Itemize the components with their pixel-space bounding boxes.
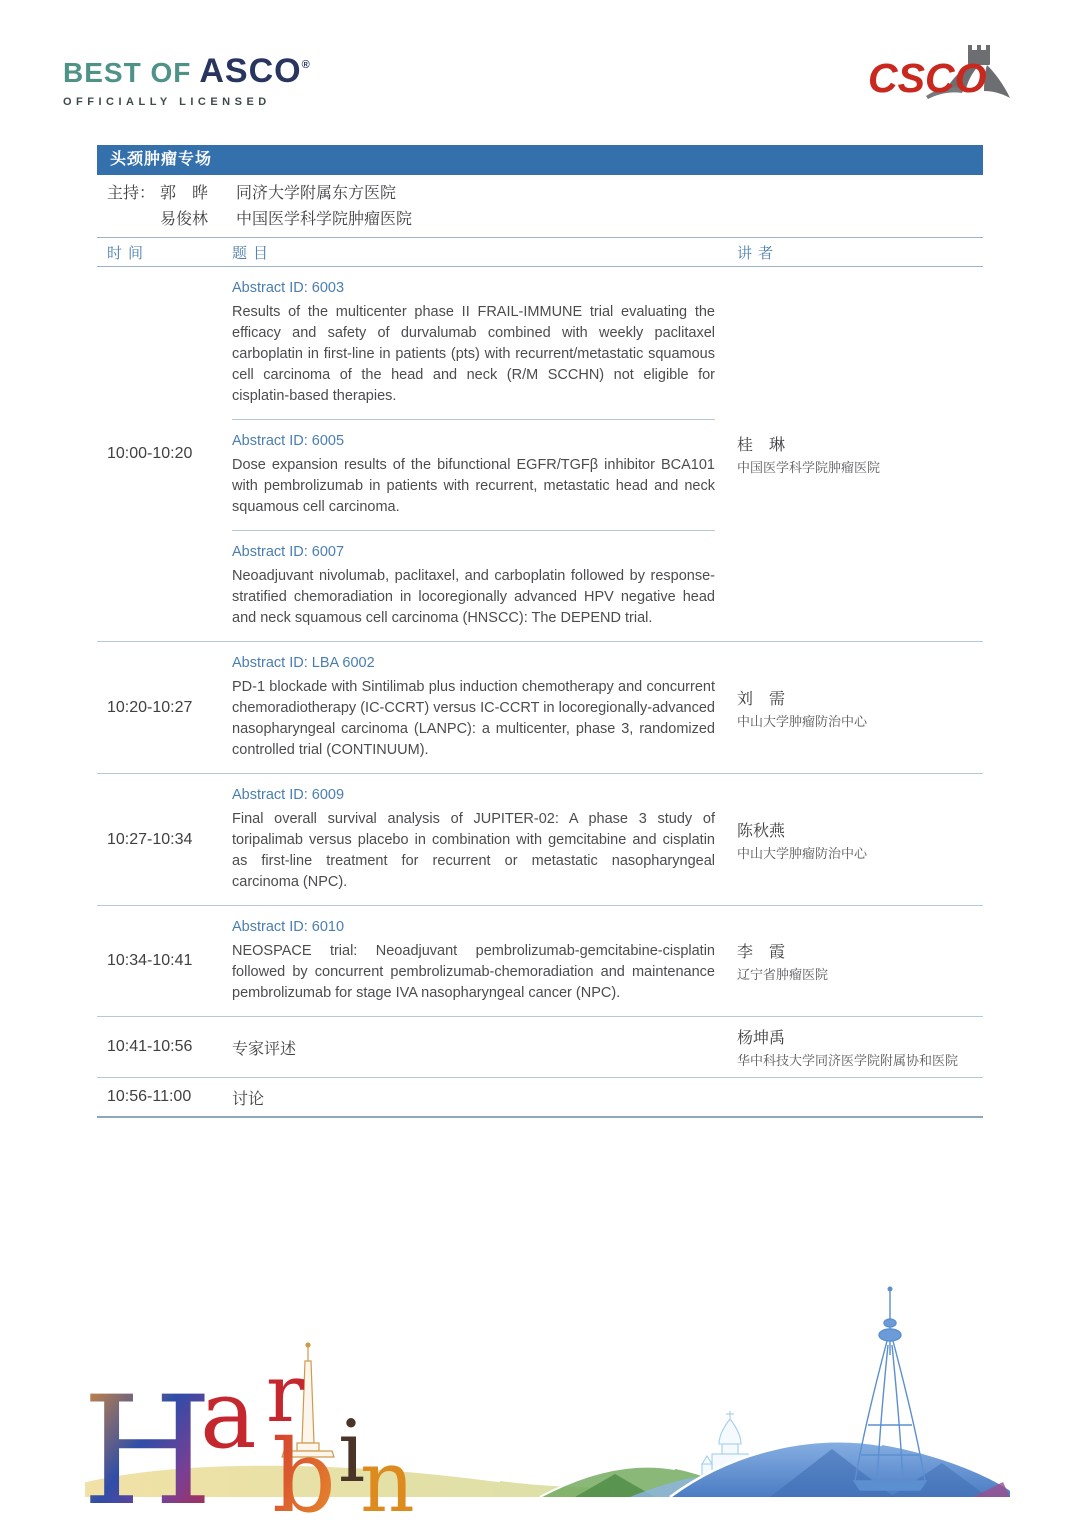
table-row — [97, 774, 983, 906]
title-cell — [232, 906, 737, 1016]
letter-b: b — [272, 1418, 337, 1520]
speaker-cell — [737, 1089, 983, 1105]
abstract-item — [232, 530, 715, 641]
table-row — [97, 267, 983, 642]
speaker-affiliation: 中山大学肿瘤防治中心 — [737, 713, 868, 729]
asco-text: ASCO — [199, 52, 302, 90]
abstract-id: Abstract ID: 6010 — [232, 919, 345, 935]
letter-i: i — [338, 1403, 366, 1502]
abstract-id: Abstract ID: 6005 — [232, 433, 345, 449]
speaker-affiliation: 华中科技大学同济医学院附属协和医院 — [737, 1053, 959, 1068]
abstract-title: Neoadjuvant nivolumab, paclitaxel, and carboplatin followed by response-stratified chemoradiation in locoregionally advanced HPV negative head and neck squamous cell carcinoma (HNSCC): The DEPEND trial. — [232, 568, 715, 626]
table-row — [97, 1017, 983, 1078]
speaker-cell — [737, 931, 983, 991]
abstract-item — [232, 774, 715, 905]
chair-affiliation: 中国医学科学院肿瘤医院 — [236, 211, 413, 228]
csco-logo — [868, 42, 1028, 106]
csco-text: CSCO — [868, 55, 987, 101]
abstract-title: Final overall survival analysis of JUPITER-02: A phase 3 study of toripalimab versus placebo in combination with gemcitabine and cisplatin as first-line treatment for recurrent or metastatic nasopharyngeal carcinoma (NPC). — [232, 811, 715, 890]
column-header-time: 时间 — [107, 244, 150, 262]
speaker-cell — [737, 678, 983, 738]
best-of-asco-wordmark — [63, 52, 310, 91]
abstract-title: Dose expansion results of the bifunctional EGFR/TGFβ inhibitor BCA101 with pembrolizumab in patients with recurrent, metastatic head and neck squamous cell carcinoma. — [232, 457, 715, 515]
column-header-title: 题目 — [232, 244, 275, 262]
speaker-name: 刘 需 — [737, 690, 786, 708]
letter-a: a — [200, 1360, 257, 1470]
abstract-title: PD-1 blockade with Sintilimab plus induction chemotherapy and concurrent chemoradiotherapy (IC-CCRT) versus IC-CCRT in locoregionally-advanced nasopharyngeal carcinoma (LANPC): a multicenter, phase 3, randomized controlled trial (CONTINUUM). — [232, 679, 715, 758]
title-cell: 讨论 — [232, 1090, 265, 1108]
table-row — [97, 1078, 983, 1118]
speaker-cell — [737, 424, 983, 484]
table-row — [97, 642, 983, 774]
time-cell: 10:00-10:20 — [107, 445, 193, 462]
abstract-title: NEOSPACE trial: Neoadjuvant pembrolizumab-gemcitabine-cisplatin followed by concurrent pembrolizumab-chemoradiation and maintenance pembrolizumab for stage IVA nasopharyngeal cancer (NPC). — [232, 943, 715, 1001]
table-row — [97, 906, 983, 1017]
letter-h: H — [82, 1365, 213, 1520]
speaker-affiliation: 中国医学科学院肿瘤医院 — [737, 460, 881, 475]
chair-row — [107, 181, 983, 207]
abstract-item — [232, 419, 715, 530]
abstract-title: Results of the multicenter phase II FRAIL-IMMUNE trial evaluating the efficacy and safety of durvalumab combined with weekly paclitaxel carboplatin in first-line in patients (pts) with recurrent/metastatic squamous cell carcinoma of the head and neck (R/M SCCHN) not eligible for cisplatin-based therapies. — [232, 304, 715, 404]
speaker-affiliation: 中山大学肿瘤防治中心 — [737, 845, 868, 861]
speaker-name: 李 霞 — [737, 944, 786, 961]
session-title-bar: 头颈肿瘤专场 — [97, 145, 983, 175]
time-cell: 10:20-10:27 — [107, 698, 193, 716]
chair-row — [107, 207, 983, 233]
registered-mark: ® — [301, 59, 311, 71]
abstract-id: Abstract ID: 6009 — [232, 787, 345, 803]
title-cell — [232, 774, 737, 905]
letter-r: r — [266, 1347, 305, 1440]
session-program — [97, 145, 983, 1118]
speaker-cell — [737, 1017, 983, 1077]
table-column-headers — [97, 237, 983, 267]
chair-label: 主持： — [107, 185, 156, 202]
best-of-text: BEST OF — [63, 57, 192, 88]
speaker-cell — [737, 810, 983, 870]
abstract-item — [232, 906, 715, 1016]
chair-name: 郭 晔 — [160, 185, 209, 202]
speaker-affiliation: 辽宁省肿瘤医院 — [737, 967, 829, 982]
abstract-item — [232, 642, 715, 773]
harbin-skyline-graphic — [70, 1285, 1010, 1520]
chair-affiliation: 同济大学附属东方医院 — [236, 185, 397, 202]
abstract-id: Abstract ID: 6007 — [232, 544, 345, 560]
time-cell: 10:56-11:00 — [107, 1088, 192, 1105]
time-cell: 10:34-10:41 — [107, 952, 193, 969]
title-cell: 专家评述 — [232, 1040, 297, 1058]
speaker-name: 桂 琳 — [737, 437, 786, 454]
letter-n: n — [360, 1433, 415, 1520]
abstract-item — [232, 267, 715, 419]
column-header-speaker: 讲者 — [737, 244, 780, 262]
speaker-name: 陈秋燕 — [737, 822, 786, 840]
time-cell: 10:27-10:34 — [107, 830, 193, 848]
chair-name: 易俊林 — [160, 211, 209, 228]
speaker-name: 杨坤禹 — [737, 1030, 786, 1047]
title-cell — [232, 642, 737, 773]
officially-licensed-text: OFFICIALLY LICENSED — [63, 96, 271, 108]
time-cell: 10:41-10:56 — [107, 1038, 193, 1055]
blue-hills — [630, 1441, 1010, 1497]
title-cell — [232, 267, 737, 641]
abstract-id: Abstract ID: LBA 6002 — [232, 655, 375, 671]
best-of-asco-logo — [63, 52, 310, 108]
chairs-block — [97, 175, 983, 237]
abstract-id: Abstract ID: 6003 — [232, 280, 345, 296]
